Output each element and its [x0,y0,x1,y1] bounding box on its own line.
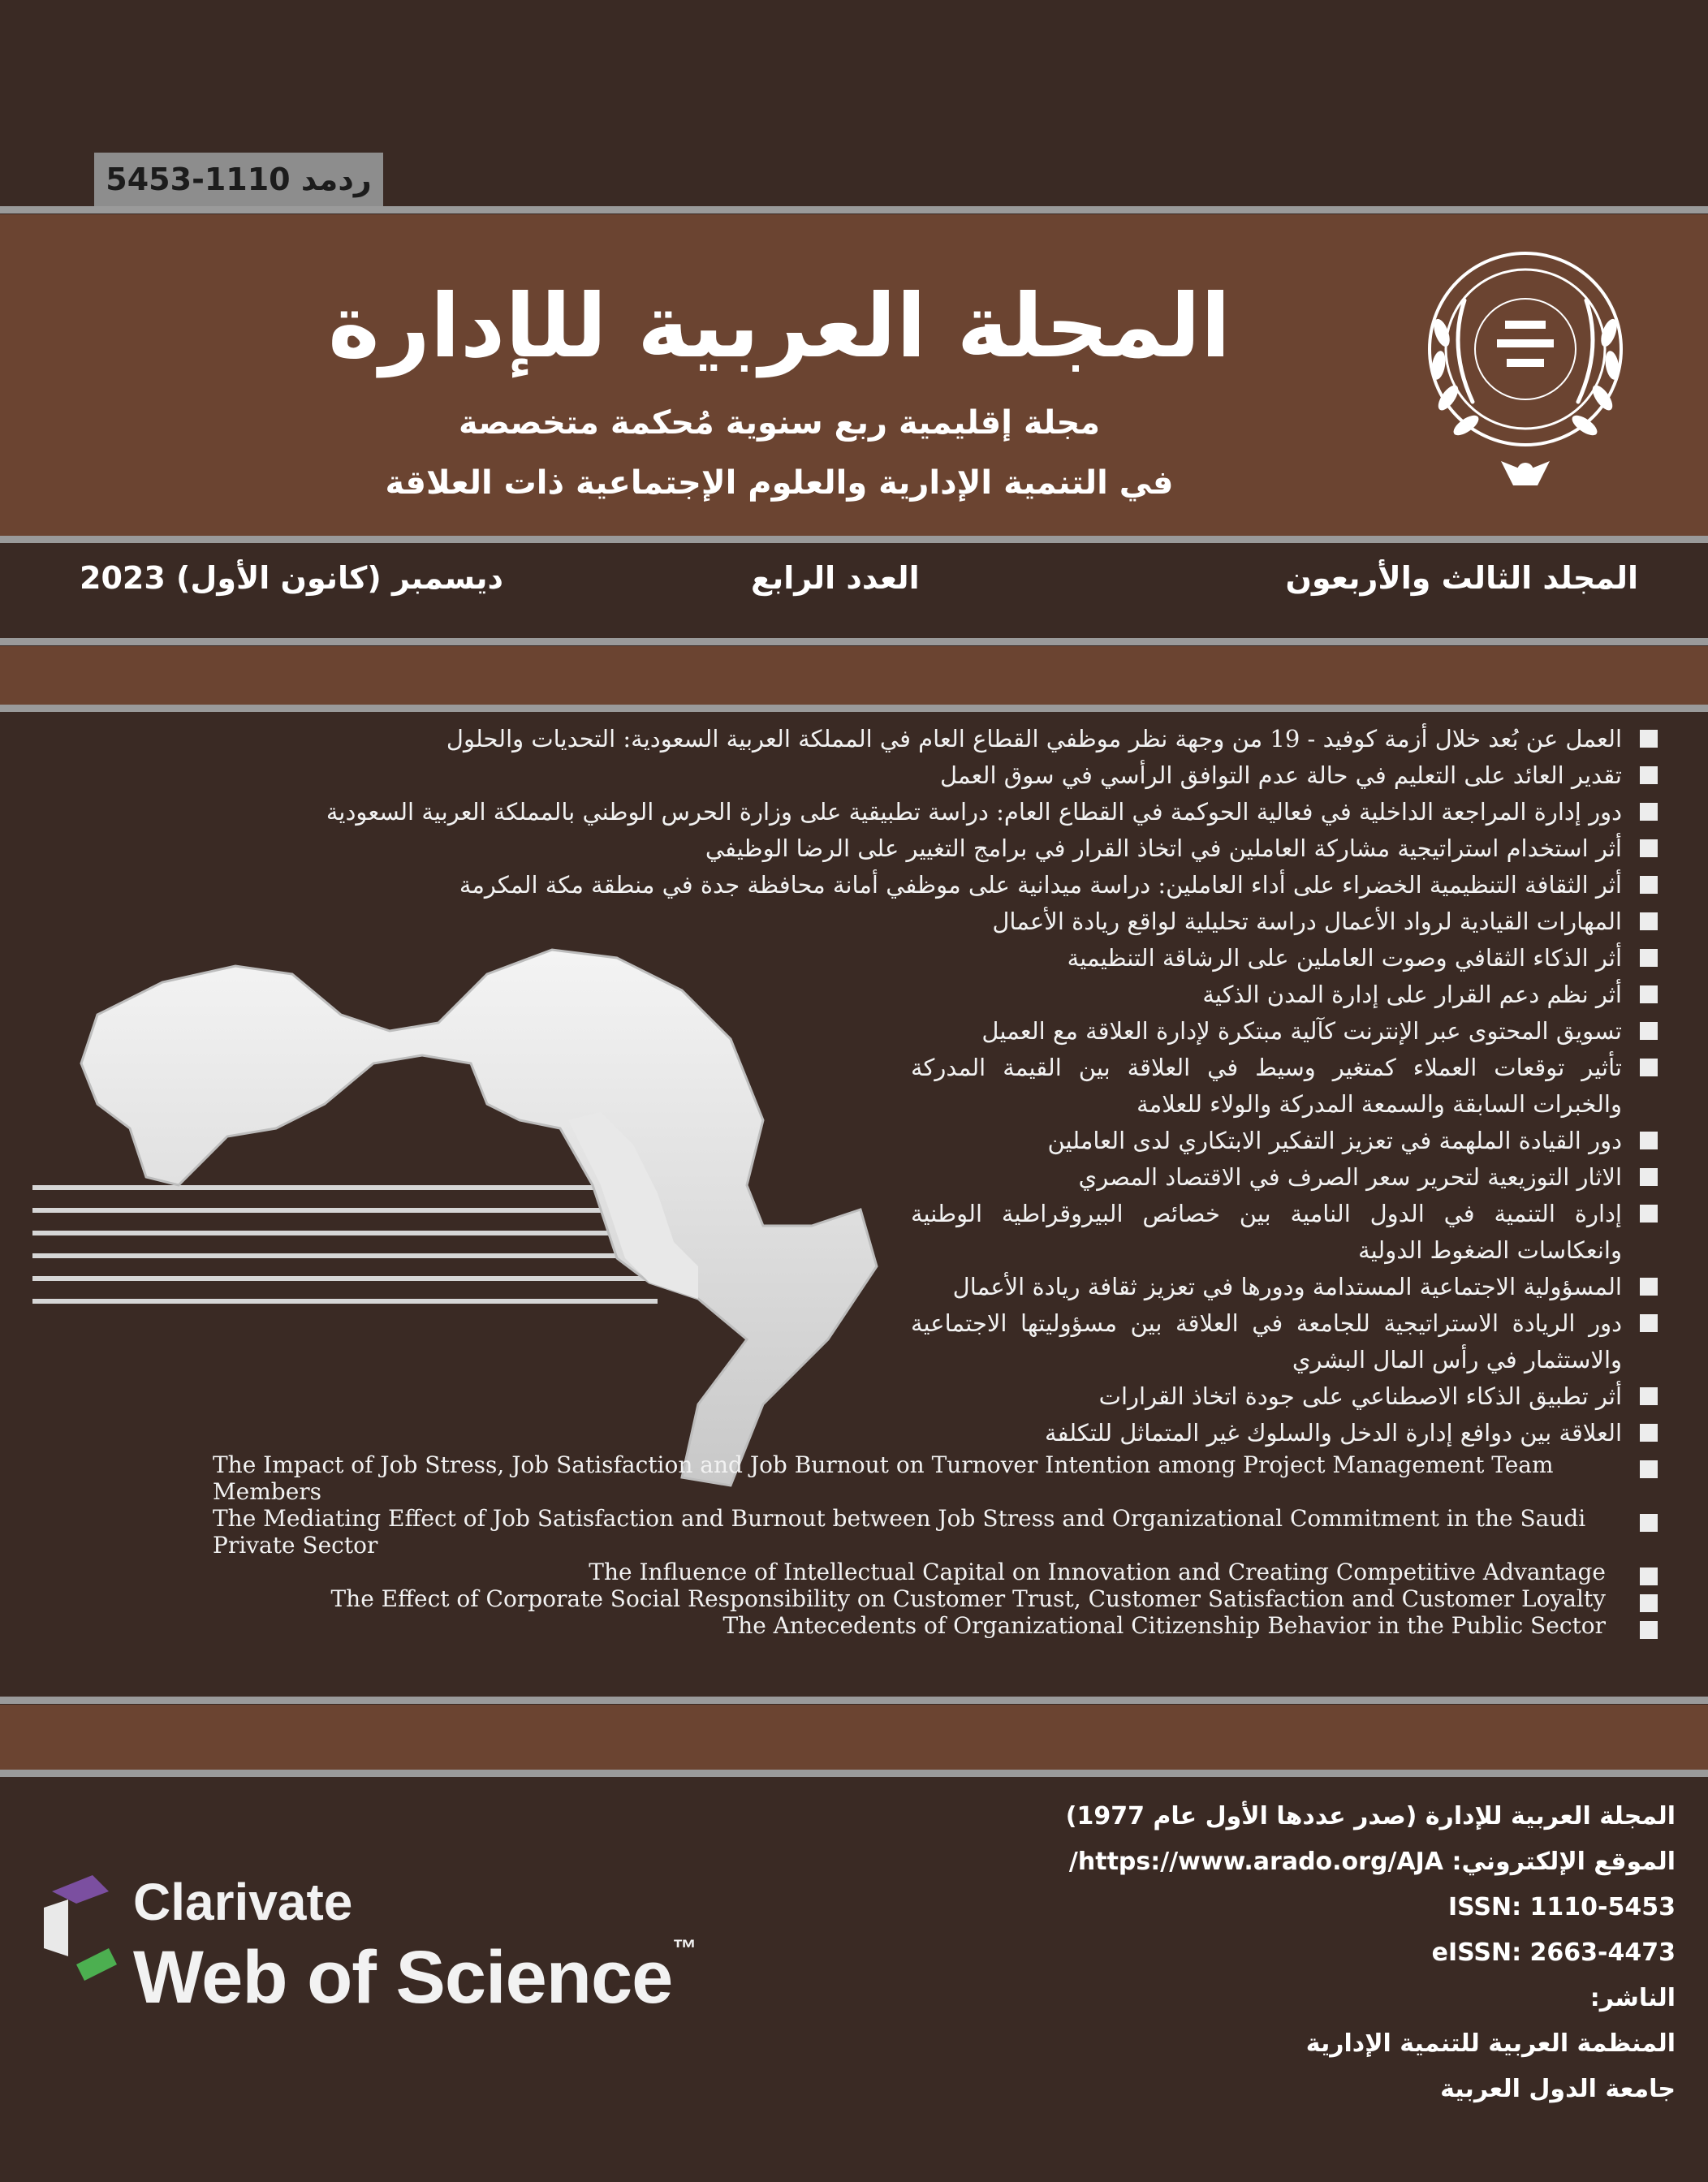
clarivate-web-of-science-logo [36,1867,815,2029]
clarivate-logo-icon [36,1867,125,1989]
journal-subtitle: مجلة إقليمية ربع سنوية مُحكمة متخصصة [458,404,1101,442]
volume-label: المجلد الثالث والأربعون [1285,560,1638,596]
toc-item[interactable]: أثر نظم دعم القرار على إدارة المدن الذكية [911,977,1658,1013]
bullet-icon [1640,1059,1658,1076]
bullet-icon [1640,1132,1658,1149]
bullet-icon [1640,1205,1658,1223]
toc-item[interactable]: دور القيادة الملهمة في تعزيز التفكير الابتكاري لدى العاملين [911,1123,1658,1159]
divider-line [0,1697,1708,1704]
divider-line [0,1770,1708,1777]
toc-item[interactable]: أثر استخدام استراتيجية مشاركة العاملين في اتخاذ القرار في برامج التغيير على الرضا الوظيفي [213,830,1658,867]
divider-line [0,705,1708,712]
footer-history: المجلة العربية للإدارة (صدر عددها الأول عام 1977) [1065,1802,1676,1831]
bullet-icon [1640,985,1658,1003]
divider-line [0,638,1708,645]
toc-item[interactable]: دور الريادة الاستراتيجية للجامعة في العلاقة بين مسؤوليتها الاجتماعية والاستثمار في رأس المال البشري [911,1305,1658,1378]
issue-info-row [0,560,1708,617]
toc-item-english[interactable]: The Influence of Intellectual Capital on Innovation and Creating Competitive Advantage [213,1559,1658,1585]
clarivate-name: Clarivate [133,1873,353,1931]
journal-subtitle-line2: في التنمية الإدارية والعلوم الإجتماعية ذات العلاقة [385,464,1174,502]
bullet-icon [1640,912,1658,930]
bullet-icon [1640,1514,1658,1532]
toc-item[interactable]: تسويق المحتوى عبر الإنترنت كآلية مبتكرة لإدارة العلاقة مع العميل [911,1013,1658,1050]
arab-league-seal-icon [1416,244,1635,495]
footer-eissn: eISSN: 2663-4473 [1431,1938,1676,1967]
toc-item[interactable]: الاثار التوزيعية لتحرير سعر الصرف في الاقتصاد المصري [911,1159,1658,1196]
toc-item[interactable]: إدارة التنمية في الدول النامية بين خصائص البيروقراطية الوطنية وانعكاسات الضغوط الدولية [911,1196,1658,1269]
lower-band [0,1705,1708,1770]
toc-item-english[interactable]: The Mediating Effect of Job Satisfaction and Burnout between Job Stress and Organizational Commitment in the Saudi Private Sector [213,1505,1658,1559]
bullet-icon [1640,949,1658,967]
bullet-icon [1640,1314,1658,1332]
bullet-icon [1640,1568,1658,1585]
toc-item[interactable]: أثر تطبيق الذكاء الاصطناعي على جودة اتخاذ القرارات [911,1378,1658,1415]
bullet-icon [1640,803,1658,821]
divider-line [0,206,1708,213]
toc-item[interactable]: العمل عن بُعد خلال أزمة كوفيد - 19 من وجهة نظر موظفي القطاع العام في المملكة العربية السعودية: التحديات والحلول [213,721,1658,757]
mid-band [0,646,1708,705]
bullet-icon [1640,1424,1658,1442]
footer-league: جامعة الدول العربية [1440,2075,1676,2103]
toc-item[interactable]: تأثير توقعات العملاء كمتغير وسيط في العلاقة بين القيمة المدركة والخبرات السابقة والسمعة المدركة والولاء للعلامة [911,1050,1658,1123]
toc-item-english[interactable]: The Impact of Job Stress, Job Satisfaction and Job Burnout on Turnover Intention among Project Management Team Members [213,1451,1658,1505]
footer-website[interactable]: الموقع الإلكتروني: https://www.arado.org/AJA/ [1068,1848,1676,1876]
footer-publisher: المنظمة العربية للتنمية الإدارية [1305,2029,1676,2058]
bullet-icon [1640,766,1658,784]
journal-title: المجلة العربية للإدارة [327,276,1231,377]
bullet-icon [1640,839,1658,857]
bullet-icon [1640,1168,1658,1186]
toc-item[interactable]: دور إدارة المراجعة الداخلية في فعالية الحوكمة في القطاع العام: دراسة تطبيقية على وزارة الحرس الوطني بالمملكة العربية السعودية [213,794,1658,830]
table-of-contents [213,721,1658,1639]
bullet-icon [1640,1022,1658,1040]
toc-item[interactable]: المهارات القيادية لرواد الأعمال دراسة تحليلية لواقع ريادة الأعمال [213,903,1658,940]
toc-item[interactable]: المسؤولية الاجتماعية المستدامة ودورها في تعزيز ثقافة ريادة الأعمال [911,1269,1658,1305]
divider-line [0,536,1708,543]
bullet-icon [1640,1460,1658,1478]
publication-info [945,1794,1676,2112]
bullet-icon [1640,1621,1658,1639]
issue-label: العدد الرابع [751,560,920,596]
bullet-icon [1640,1387,1658,1405]
web-of-science-name: Web of Science™ [133,1935,697,2019]
toc-item-english[interactable]: The Antecedents of Organizational Citizenship Behavior in the Public Sector [213,1612,1658,1639]
toc-item[interactable]: العلاقة بين دوافع إدارة الدخل والسلوك غير المتماثل للتكلفة [911,1415,1658,1451]
footer-publisher-label: الناشر: [1589,1984,1676,2012]
bullet-icon [1640,1594,1658,1612]
toc-item[interactable]: أثر الثقافة التنظيمية الخضراء على أداء العاملين: دراسة ميدانية على موظفي أمانة محافظة جدة في منطقة مكة المكرمة [213,867,1658,903]
bullet-icon [1640,1278,1658,1296]
footer-issn: ISSN: 1110-5453 [1447,1893,1676,1921]
trademark-symbol: ™ [672,1935,697,1962]
bullet-icon [1640,876,1658,894]
bullet-icon [1640,730,1658,748]
toc-item-english[interactable]: The Effect of Corporate Social Responsibility on Customer Trust, Customer Satisfaction and Customer Loyalty [213,1585,1658,1612]
issn-tab: ردمد 1110-5453 [94,153,383,206]
toc-item[interactable]: أثر الذكاء الثقافي وصوت العاملين على الرشاقة التنظيمية [911,940,1658,977]
toc-item[interactable]: تقدير العائد على التعليم في حالة عدم التوافق الرأسي في سوق العمل [213,757,1658,794]
issue-date: ديسمبر (كانون الأول) 2023 [80,560,504,596]
